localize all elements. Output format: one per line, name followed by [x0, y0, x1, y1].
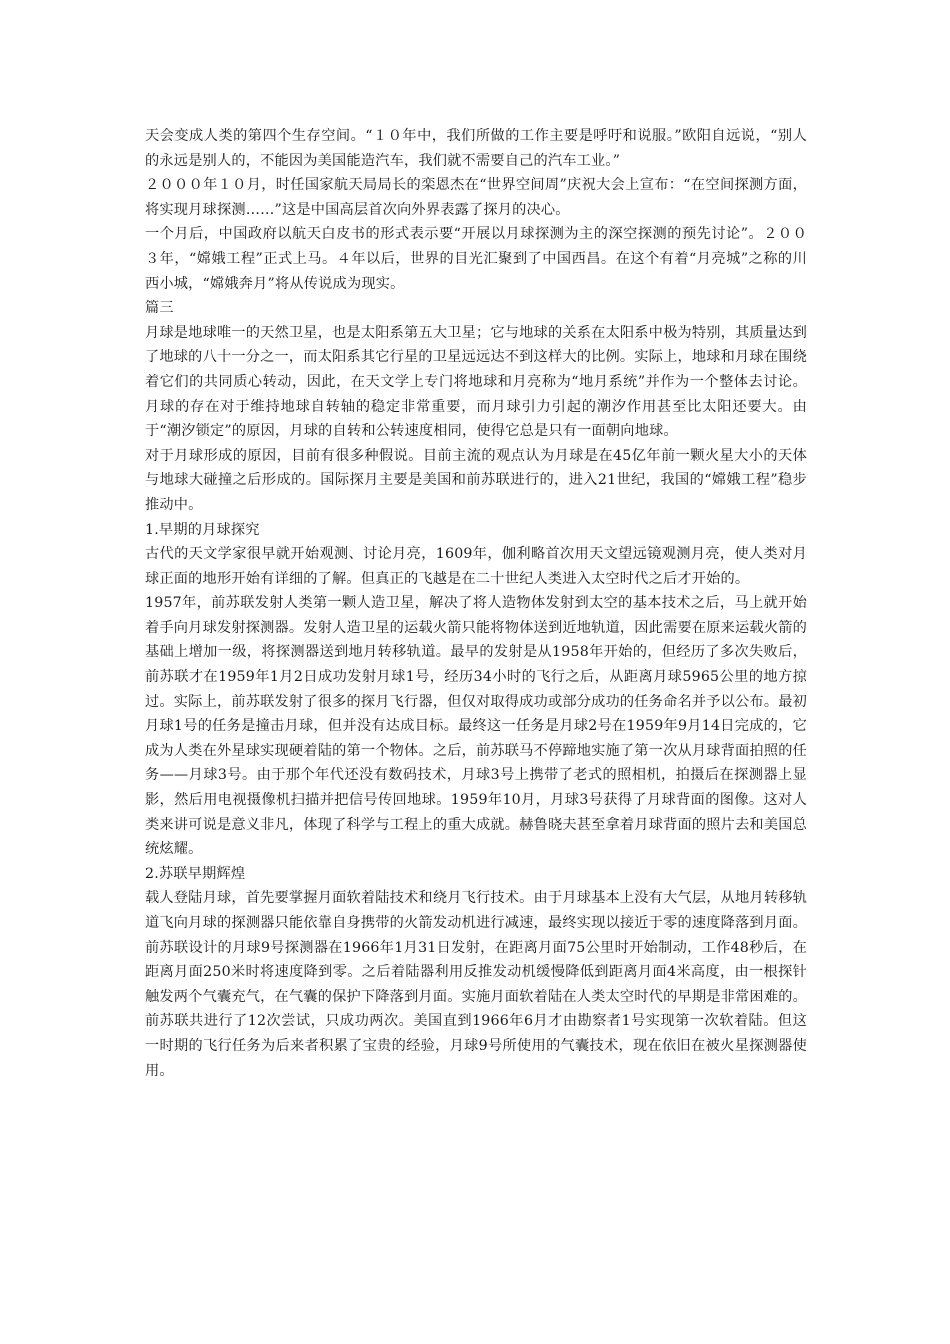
paragraph: 对于月球形成的原因，目前有很多种假说。目前主流的观点认为月球是在45亿年前一颗火星大小的天体与地球大碰撞之后形成的。国际探月主要是美国和前苏联进行的，进入21世纪，我国的“嫦娥工程”稳步推动中。 — [145, 447, 807, 513]
paragraph: 古代的天文学家很早就开始观测、讨论月亮，1609年，伽利略首次用天文望远镜观测月亮，使人类对月球正面的地形开始有详细的了解。但真正的飞越是在二十世纪人类进入太空时代之后才开始的。 — [145, 546, 807, 587]
document-body — [145, 124, 807, 1083]
paragraph: 载人登陆月球，首先要掌握月面软着陆技术和绕月飞行技术。由于月球基本上没有大气层，从地月转移轨道飞向月球的探测器只能依靠自身携带的火箭发动机进行减速，最终实现以接近于零的速度降落到月面。前苏联设计的月球9号探测器在1966年1月31日发射，在距离月面75公里时开始制动，工作48秒后，在距离月面250米时将速度降到零。之后着陆器利用反推发动机缓慢降低到距离月面4米高度，由一根探针触发两个气囊充气，在气囊的保护下降落到月面。实施月面软着陆在人类太空时代的早期是非常困难的。前苏联共进行了12次尝试，只成功两次。美国直到1966年6月才由勘察者1号实现第一次软着陆。但这一时期的飞行任务为后来者积累了宝贵的经验，月球9号所使用的气囊技术，现在依旧在被火星探测器使用。 — [145, 890, 807, 1079]
paragraph: 天会变成人类的第四个生存空间。“１０年中，我们所做的工作主要是呼吁和说服。”欧阳自远说，“别人的永远是别人的，不能因为美国能造汽车，我们就不需要自己的汽车工业。” — [145, 128, 807, 169]
section-heading: 2.苏联早期辉煌 — [145, 865, 246, 882]
paragraph: ２０００年１０月，时任国家航天局局长的栾恩杰在“世界空间周”庆祝大会上宣布：“在空间探测方面，将实现月球探测……”这是中国高层首次向外界表露了探月的决心。 — [145, 177, 807, 218]
section-heading: 篇三 — [145, 300, 174, 317]
section-heading: 1.早期的月球探究 — [145, 521, 260, 538]
paragraph: 月球是地球唯一的天然卫星，也是太阳系第五大卫星；它与地球的关系在太阳系中极为特别，其质量达到了地球的八十一分之一，而太阳系其它行星的卫星远远达不到这样大的比例。实际上，地球和月球在围绕着它们的共同质心转动，因此，在天文学上专门将地球和月亮称为“地月系统”并作为一个整体去讨论。月球的存在对于维持地球自转轴的稳定非常重要，而月球引力引起的潮汐作用甚至比太阳还要大。由于“潮汐锁定”的原因，月球的自转和公转速度相同，使得它总是只有一面朝向地球。 — [145, 324, 807, 440]
paragraph: 1957年，前苏联发射人类第一颗人造卫星，解决了将人造物体发射到太空的基本技术之后，马上就开始着手向月球发射探测器。发射人造卫星的运载火箭只能将物体送到近地轨道，因此需要在原来运载火箭的基础上增加一级，将探测器送到地月转移轨道。最早的发射是从1958年开始的，但经历了多次失败后，前苏联才在1959年1月2日成功发射月球1号，经历34小时的飞行之后，从距离月球5965公里的地方掠过。实际上，前苏联发射了很多的探月飞行器，但仅对取得成功或部分成功的任务命名并予以公布。最初月球1号的任务是撞击月球，但并没有达成目标。最终这一任务是月球2号在1959年9月14日完成的，它成为人类在外星球实现硬着陆的第一个物体。之后，前苏联马不停蹄地实施了第一次从月球背面拍照的任务——月球3号。由于那个年代还没有数码技术，月球3号上携带了老式的照相机，拍摄后在探测器上显影，然后用电视摄像机扫描并把信号传回地球。1959年10月，月球3号获得了月球背面的图像。这对人类来讲可说是意义非凡，体现了科学与工程上的重大成就。赫鲁晓夫甚至拿着月球背面的照片去和美国总统炫耀。 — [145, 595, 807, 858]
paragraph: 一个月后，中国政府以航天白皮书的形式表示要“开展以月球探测为主的深空探测的预先讨论”。２００３年，“嫦娥工程”正式上马。４年以后，世界的目光汇聚到了中国西昌。在这个有着“月亮城”之称的川西小城，“嫦娥奔月”将从传说成为现实。 — [145, 226, 807, 292]
